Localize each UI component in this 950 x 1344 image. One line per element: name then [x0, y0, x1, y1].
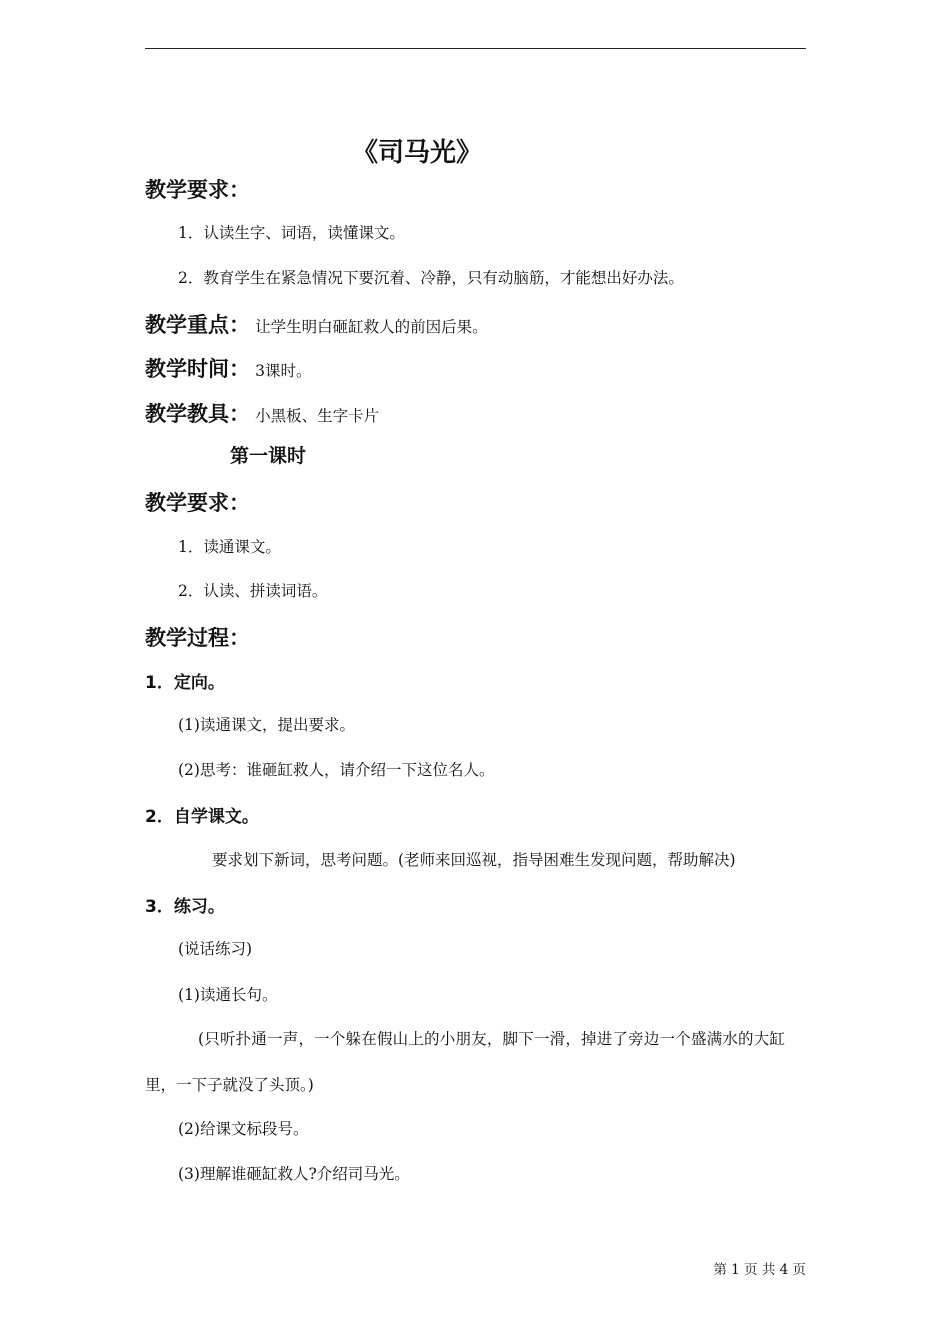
step-3-item-3: (3)理解谁砸缸救人?介绍司马光。: [178, 1165, 410, 1183]
step-1-title: 1．定向。: [145, 673, 225, 693]
tools-row: [145, 398, 379, 428]
requirements-heading: 教学要求：: [145, 178, 250, 202]
quote-line-2: 里，一下子就没了头顶。): [145, 1076, 314, 1094]
requirement-item-1: 1．认读生字、词语，读懂课文。: [178, 224, 405, 242]
focus-heading: 教学重点：: [145, 313, 250, 337]
step-2-title: 2．自学课文。: [145, 807, 259, 827]
focus-row: [145, 309, 488, 339]
step-3-note: (说话练习): [178, 940, 253, 958]
process-heading: 教学过程：: [145, 626, 250, 650]
focus-text: 让学生明白砸缸救人的前因后果。: [255, 318, 488, 336]
step-3-title: 3．练习。: [145, 897, 225, 917]
time-row: [145, 353, 311, 383]
step-2-text: 要求划下新词，思考问题。(老师来回巡视，指导困难生发现问题，帮助解决): [212, 851, 736, 869]
time-text: 3课时。: [255, 362, 312, 380]
requirements-heading-2: 教学要求：: [145, 491, 250, 515]
requirement2-item-2: 2．认读、拼读词语。: [178, 582, 328, 600]
session-title: 第一课时: [230, 445, 307, 467]
page-footer: 第 1 页 共 4 页: [713, 1262, 806, 1278]
header-rule: [145, 48, 806, 49]
requirement2-item-1: 1．读通课文。: [178, 538, 281, 556]
requirement-item-2: 2．教育学生在紧急情况下要沉着、冷静，只有动脑筋，才能想出好办法。: [178, 269, 684, 287]
tools-text: 小黑板、生字卡片: [255, 407, 380, 425]
step-1-item-1: (1)读通课文，提出要求。: [178, 716, 355, 734]
time-heading: 教学时间：: [145, 357, 250, 381]
step-3-item-2: (2)给课文标段号。: [178, 1120, 309, 1138]
step-1-item-2: (2)思考：谁砸缸救人，请介绍一下这位名人。: [178, 761, 495, 779]
quote-line-1: (只听扑通一声，一个躲在假山上的小朋友，脚下一滑，掉进了旁边一个盛满水的大缸: [198, 1030, 786, 1048]
step-3-item-1: (1)读通长句。: [178, 986, 278, 1004]
document-title: 《司马光》: [352, 138, 483, 168]
tools-heading: 教学教具：: [145, 402, 250, 426]
